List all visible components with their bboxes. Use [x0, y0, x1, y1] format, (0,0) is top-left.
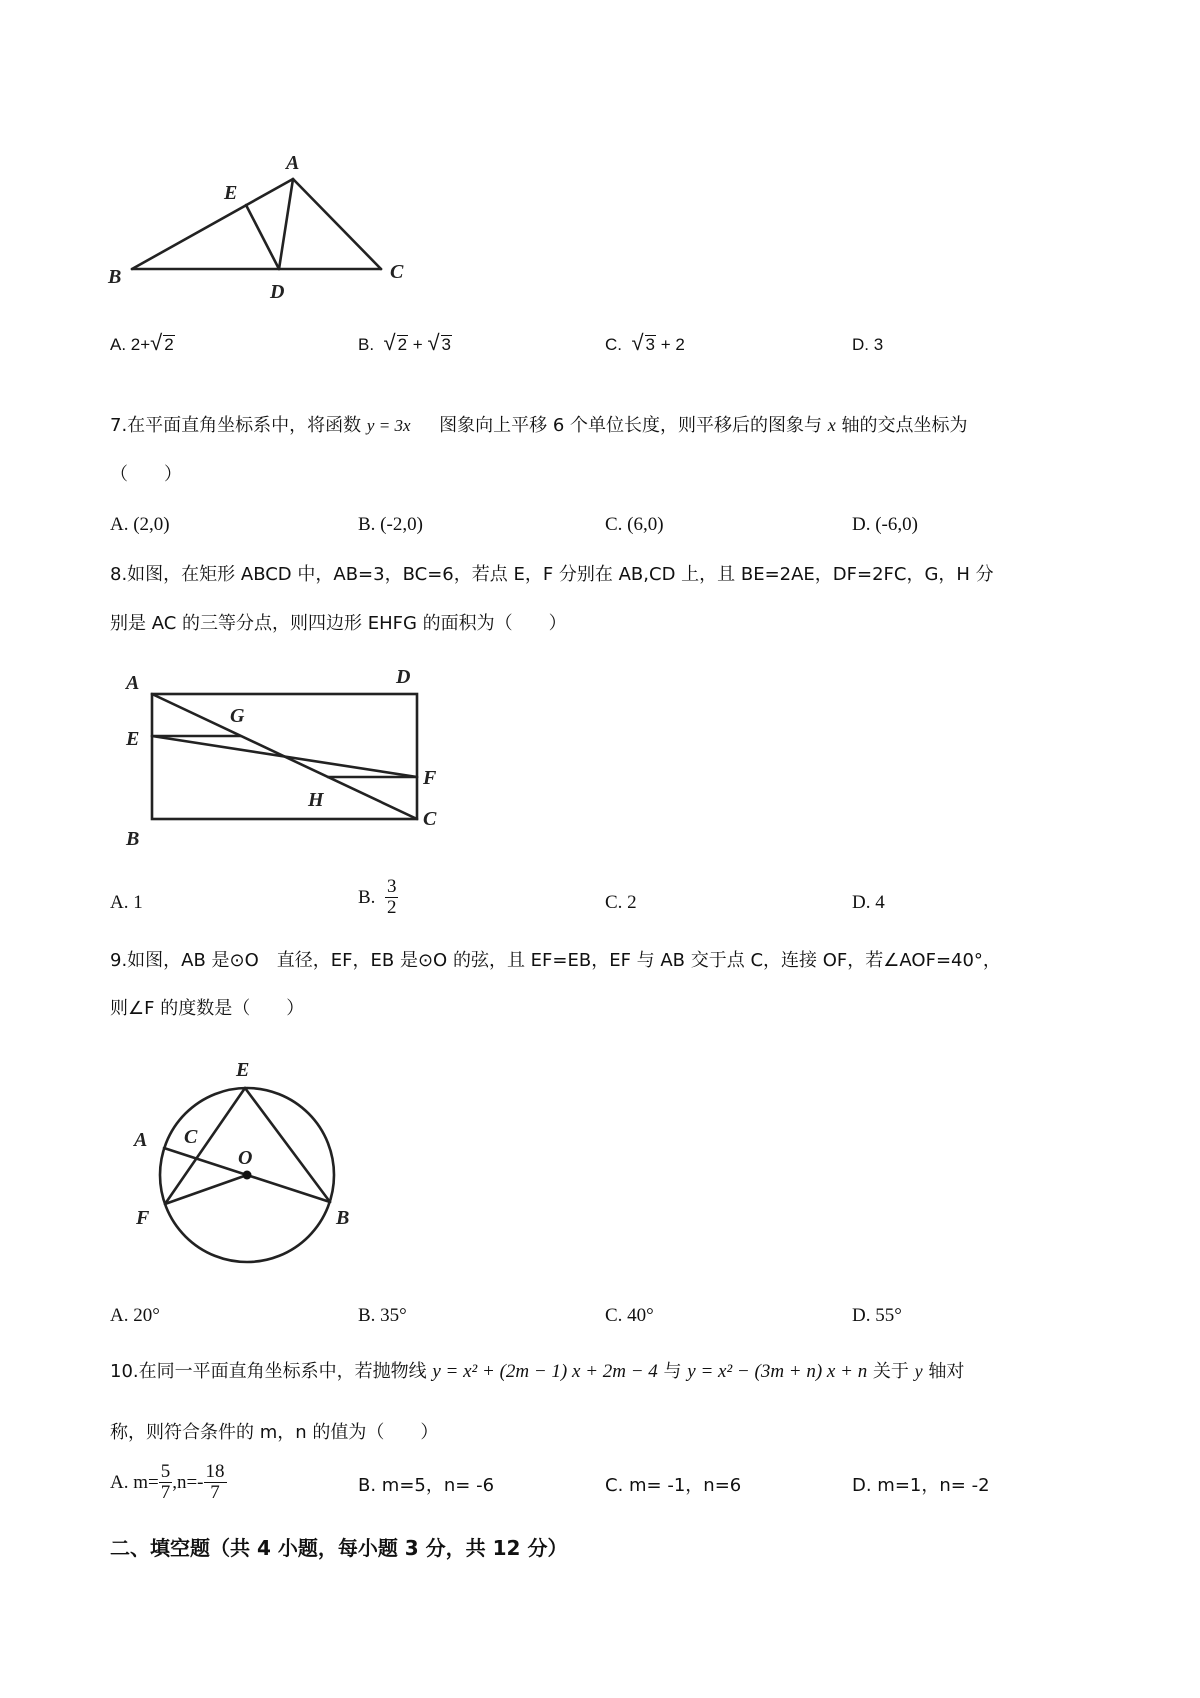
- q8-option-a: A. 1: [110, 892, 143, 913]
- chord-EB: [245, 1088, 330, 1202]
- segment-BA: [132, 179, 293, 269]
- label-E: E: [126, 728, 140, 750]
- q9-stem-line2: 则∠F 的度数是（ ）: [110, 998, 305, 1019]
- q8-option-d: D. 4: [852, 892, 885, 913]
- q9-circle-figure: [110, 1040, 370, 1270]
- q10-stem-line2: 称，则符合条件的 m，n 的值为（ ）: [110, 1422, 439, 1443]
- segment-ED: [246, 205, 279, 269]
- label-B: B: [126, 828, 140, 850]
- q6-option-d: D. 3: [852, 335, 884, 354]
- label-C: C: [390, 261, 404, 283]
- label-F: F: [136, 1207, 150, 1229]
- q10-option-a: A. m= $\frac{5}{7}$ ,n=- $\frac{18}{7}$: [110, 1461, 225, 1503]
- label-B: B: [336, 1207, 350, 1229]
- label-C: C: [184, 1126, 198, 1148]
- segment-AD: [279, 179, 293, 269]
- label-H: H: [308, 789, 324, 811]
- segment-AC: [293, 179, 381, 269]
- label-G: G: [230, 705, 245, 727]
- section-heading-fill-in: 二、填空题（共 4 小题，每小题 3 分，共 12 分）: [110, 1536, 568, 1560]
- q7-stem: 7.在平面直角坐标系中，将函数 y = 3x 图象向上平移 6 个单位长度，则平移后的图象与 x 轴的交点坐标为: [110, 415, 968, 436]
- label-C: C: [423, 808, 437, 830]
- q9-option-a: A. 20°: [110, 1305, 160, 1326]
- label-B: B: [108, 266, 122, 288]
- label-E: E: [236, 1059, 250, 1081]
- q6-triangle-figure: [100, 145, 430, 305]
- label-A: A: [126, 672, 140, 694]
- q9-option-b: B. 35°: [358, 1305, 407, 1326]
- q8-stem-line1: 8.如图，在矩形 ABCD 中，AB=3，BC=6，若点 E，F 分别在 AB,CD 上，且 BE=2AE，DF=2FC，G，H 分: [110, 564, 994, 585]
- q10-option-b: B. m=5，n= -6: [358, 1475, 495, 1496]
- label-D: D: [396, 666, 411, 688]
- q7-option-a: A. (2,0): [110, 514, 170, 535]
- q7-paren: （ ）: [110, 464, 182, 485]
- center-point-O: [243, 1171, 252, 1180]
- q7-option-b: B. (-2,0): [358, 514, 423, 535]
- q7-option-d: D. (-6,0): [852, 514, 918, 535]
- q8-option-c: C. 2: [605, 892, 637, 913]
- q8-rectangle-figure: [110, 655, 450, 855]
- q8-stem-line2: 别是 AC 的三等分点，则四边形 EHFG 的面积为（ ）: [110, 613, 567, 634]
- q10-stem-line1: 10.在同一平面直角坐标系中，若抛物线 y = x² + (2m − 1) x + 2m − 4 与 y = x² − (3m + n) x + n 关于 y 轴对: [110, 1361, 965, 1382]
- q6-option-a: A. 2+√ 2: [110, 330, 174, 355]
- chord-EF: [165, 1088, 245, 1204]
- label-D: D: [270, 281, 285, 303]
- label-A: A: [134, 1129, 148, 1151]
- segment-EF: [152, 736, 417, 777]
- label-O: O: [238, 1147, 253, 1169]
- q9-stem-line1: 9.如图，AB 是⊙O 直径，EF，EB 是⊙O 的弦，且 EF=EB，EF 与 AB 交于点 C，连接 OF，若∠AOF=40°，: [110, 950, 1001, 971]
- segment-OF: [165, 1175, 247, 1204]
- label-A: A: [286, 152, 300, 174]
- q9-option-c: C. 40°: [605, 1305, 654, 1326]
- q8-option-b: B. $\frac{3}{2}$: [358, 876, 397, 918]
- q7-option-c: C. (6,0): [605, 514, 664, 535]
- label-E: E: [224, 182, 238, 204]
- q6-option-b: B. √ 2 + √ 3: [358, 330, 452, 355]
- q9-option-d: D. 55°: [852, 1305, 902, 1326]
- label-F: F: [423, 767, 437, 789]
- q10-option-d: D. m=1，n= -2: [852, 1475, 990, 1496]
- q6-option-c: C. √ 3 + 2: [605, 330, 685, 355]
- q10-option-c: C. m= -1，n=6: [605, 1475, 742, 1496]
